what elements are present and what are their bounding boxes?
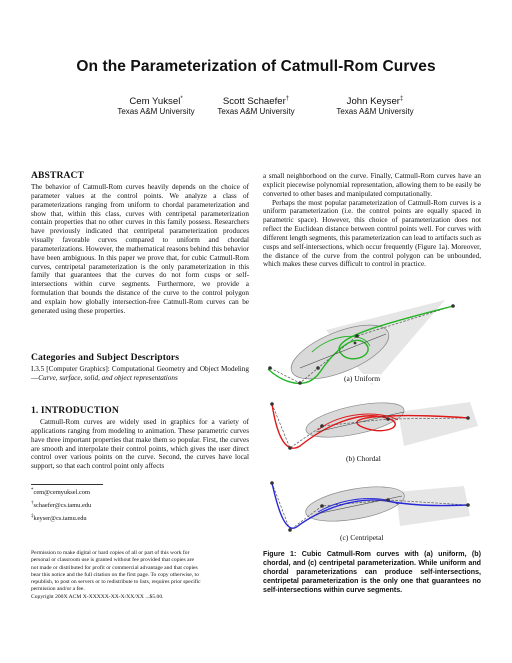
category-italic: Curve, surface, solid, and object representations <box>38 373 178 382</box>
footnote-1: *cem@cemyuksel.com <box>31 488 90 496</box>
author-name: John Keyser <box>346 96 400 107</box>
figure-chordal <box>270 396 478 450</box>
author-affiliation: Texas A&M University <box>336 107 414 116</box>
zoom-lens <box>303 481 407 528</box>
figure-caption: Figure 1: Cubic Catmull-Rom curves with (a) uniform, (b) chordal, and (c) centripetal parameterization. While uniform and chordal parameterizations can produce self-intersections, centripetal parameterization is the only one that guarantees no self-intersections within curve segments. <box>263 550 481 595</box>
footnote-3: ‡keyser@cs.tamu.edu <box>31 514 87 522</box>
figure-centripetal <box>270 481 470 532</box>
email-link[interactable]: schaefer@cs.tamu.edu <box>33 502 92 509</box>
abstract-heading: ABSTRACT <box>31 170 85 181</box>
permission-notice: Permission to make digital or hard copies of all or part of this work for personal or classroom use is granted without fee provided that copies are not made or distributed for profit or commercial advantage and that copies bear this notice and the full citation on the first page. To copy otherwise, to republish, to post on servers or to redistribute to lists, requires prior specific permission and/or a fee. Copyright 200X ACM X-XXXXX-XX-X/XX/XX ...$5.00. <box>31 550 201 600</box>
introduction-heading: 1. INTRODUCTION <box>31 405 119 416</box>
abstract-text: The behavior of Catmull-Rom curves heavily depends on the choice of parameter values at the control points. We analyze a class of parameterizations ranging from uniform to chordal parameterization and show that, within this class, curves with centripetal parameterization contain properties that no other curves in this family possess. Researchers have previously indicated that centripetal parameterization produces visually favorable curves compared to uniform and chordal parameterizations. However, the mathematical reasons behind this behavior have been ambiguous. In this paper we prove that, for cubic Catmull-Rom curves, centripetal parameterization is the only parameterization in this family that guarantees that the curves do not form cusps or self-intersections within curve segments. Furthermore, we provide a formulation that bounds the distance of the curve to the control polygon and explain how globally intersection-free Catmull-Rom curves can be generated using these properties. <box>31 183 249 315</box>
author-mark: † <box>285 96 290 102</box>
category-text: Computational Geometry and Object Modeling— <box>31 365 249 382</box>
email-link[interactable]: keyser@cs.tamu.edu <box>33 515 87 522</box>
author-name: Cem Yuksel <box>129 96 181 107</box>
introduction-text: Catmull-Rom curves are widely used in graphics for a variety of applications ranging from modeling to animation. These parametric curves have three important properties that make them so popular. First, the curves are smooth and interpolate their control points, which gives the user direct control over various points on the curve. Second, the curves have local support, so that each control point only affects <box>31 418 249 471</box>
author-affiliation: Texas A&M University <box>117 107 195 116</box>
email-link[interactable]: cem@cemyuksel.com <box>33 489 90 496</box>
zoom-wedge <box>398 402 478 446</box>
paragraph-parameterization: Perhaps the most popular parameterization of Catmull-Rom curves is a uniform parameterization (i.e. the control points are equally spaced in parametric space). However, this choice of parameterization does not reflect the Euclidean distance between control points well. For curves with different length segments, this parameterization can lead to artifacts such as cusps and self-intersections, which occur frequently (Figure 1a). Moreover, the distance of the curve from the control polygon can be unbounded, which makes these curves difficult to control in practice. <box>263 198 481 269</box>
author-affiliation: Texas A&M University <box>217 107 295 116</box>
author-name: Scott Schaefer <box>222 96 286 107</box>
categories-heading: Categories and Subject Descriptors <box>31 352 180 363</box>
footnote-2: †schaefer@cs.tamu.edu <box>31 501 92 509</box>
category-bracket: [Computer Graphics]: <box>46 365 110 373</box>
paper-title: On the Parameterization of Catmull-Rom Curves <box>76 58 436 75</box>
author-mark: ‡ <box>399 96 404 102</box>
paragraph-continued: a small neighborhood on the curve. Finally, Catmull-Rom curves have an explicit piecewise polynomial representation, allowing them to be easily be converted to other bases and manipulated computationally. <box>263 172 481 198</box>
author-mark: * <box>180 96 183 102</box>
figure-label-uniform: (a) Uniform <box>344 374 381 383</box>
figure-label-centripetal: (c) Centripetal <box>340 533 384 542</box>
figure-label-chordal: (b) Chordal <box>346 454 381 463</box>
category-code: I.3.5 <box>31 365 45 373</box>
